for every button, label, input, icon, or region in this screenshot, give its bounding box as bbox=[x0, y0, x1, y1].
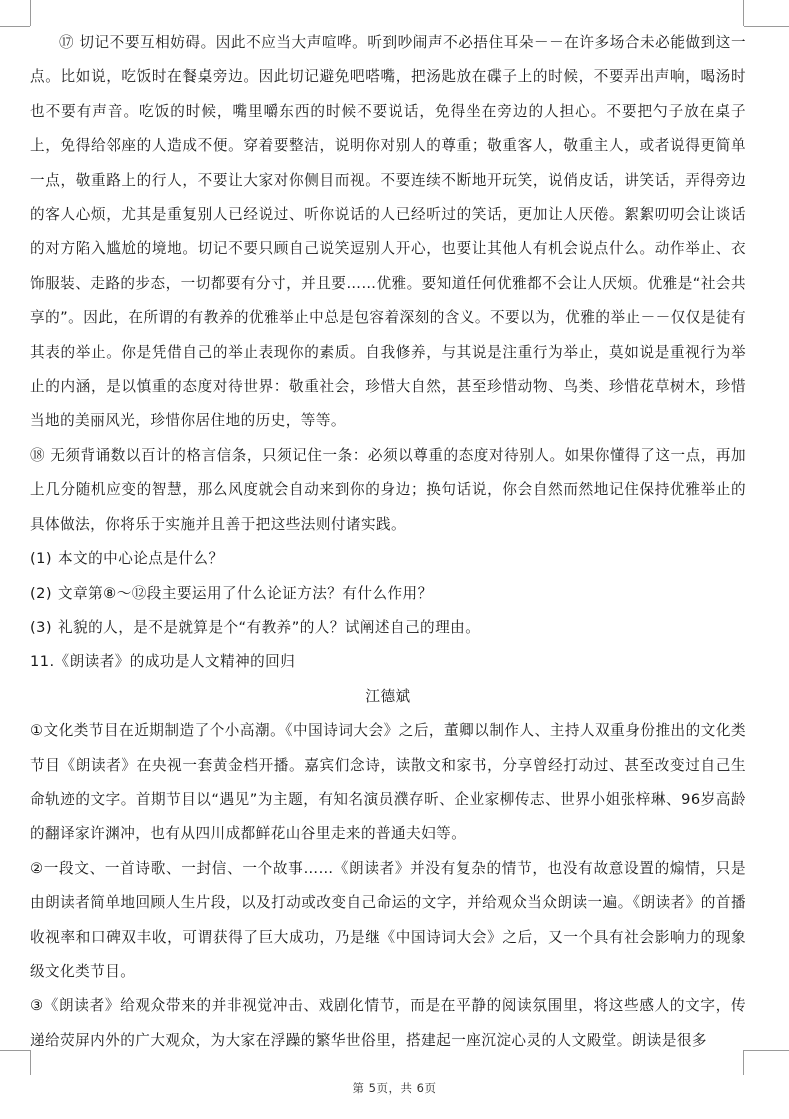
article-author: 江德斌 bbox=[365, 687, 411, 705]
crop-mark-bottom-left-horizontal bbox=[0, 1050, 30, 1051]
crop-mark-top-left-horizontal bbox=[0, 26, 30, 27]
paragraph-18: ⑱ 无须背诵数以百计的格言信条，只须记住一条：必须以尊重的态度对待别人。如果你懂得了这一点，再加上几分随机应变的智慧，那么风度就会自动来到你的身边；换句话说，你会自然而然地记住保持优雅举止的具体做法，你将乐于实施并且善于把这些法则付诸实践。 bbox=[30, 446, 746, 533]
question-number: (3) bbox=[30, 618, 53, 636]
question-text: 礼貌的人，是不是就算是个“有教养”的人？试阐述自己的理由。 bbox=[58, 618, 481, 636]
page-footer: 第 5页，共 6页 bbox=[352, 1081, 437, 1095]
question-2 bbox=[30, 577, 746, 611]
section-title: 11.《朗读者》的成功是人文精神的回归 bbox=[30, 653, 296, 671]
crop-mark-top-right-horizontal bbox=[744, 26, 789, 27]
question-number: (2) bbox=[30, 584, 53, 602]
question-3 bbox=[30, 611, 746, 645]
article-paragraph-3: ③《朗读者》给观众带来的并非视觉冲击、戏剧化情节，而是在平静的阅读氛围里，将这些感人的文字，传递给荧屏内外的广大观众，为大家在浮躁的繁华世俗里，搭建起一座沉淀心灵的人文殿堂。朗读是很多 bbox=[30, 997, 746, 1049]
question-number: (1) bbox=[30, 550, 53, 568]
document-body bbox=[30, 26, 746, 1058]
question-text: 文章第⑧～⑫段主要运用了什么论证方法？有什么作用？ bbox=[58, 584, 433, 602]
crop-mark-bottom-right-horizontal bbox=[744, 1050, 789, 1051]
paragraph-17: ⑰ 切记不要互相妨碍。因此不应当大声喧哗。听到吵闹声不必捂住耳朵－－在许多场合未必能做到这一点。比如说，吃饭时在餐桌旁边。因此切记避免吧嗒嘴，把汤匙放在碟子上的时候，不要弄出声响，喝汤时也不要有声音。吃饭的时候，嘴里嚼东西的时候不要说话，免得坐在旁边的人担心。不要把勺子放在桌子上，免得给邻座的人造成不便。穿着要整洁，说明你对别人的尊重；敬重客人，敬重主人，或者说得更简单一点，敬重路上的行人，不要让大家对你侧目而视。不要连续不断地开玩笑，说俏皮话，讲笑话，弄得旁边的客人心烦，尤其是重复别人已经说过、听你说话的人已经听过的笑话，更加让人厌倦。絮絮叨叨会让谈话的对方陷入尴尬的境地。切记不要只顾自己说笑逗别人开心，也要让其他人有机会说点什么。动作举止、衣饰服装、走路的步态，一切都要有分寸，并且要……优雅。要知道任何优雅都不会让人厌烦。优雅是“社会共享的”。因此，在所谓的有教养的优雅举止中总是包容着深刻的含义。不要以为，优雅的举止－－仅仅是徒有其表的举止。你是凭借自己的举止表现你的素质。自我修养，与其说是注重行为举止，莫如说是重视行为举止的内涵，是以慎重的态度对待世界：敬重社会，珍惜大自然，甚至珍惜动物、鸟类、珍惜花草树木，珍惜当地的美丽风光，珍惜你居住地的历史，等等。 bbox=[30, 34, 746, 430]
question-text: 本文的中心论点是什么？ bbox=[58, 550, 224, 568]
crop-mark-top-left-vertical bbox=[30, 0, 31, 26]
article-paragraph-1: ①文化类节目在近期制造了个小高潮。《中国诗词大会》之后，董卿以制作人、主持人双重身份推出的文化类节目《朗读者》在央视一套黄金档开播。嘉宾们念诗，读散文和家书，分享曾经打动过、甚至改变过自己生命轨迹的文字。首期节目以“遇见”为主题，有知名演员濮存昕、企业家柳传志、世界小姐张梓琳、96岁高龄的翻译家许渊冲，也有从四川成都鲜花山谷里走来的普通夫妇等。 bbox=[30, 722, 746, 843]
article-paragraph-2: ②一段文、一首诗歌、一封信、一个故事……《朗读者》并没有复杂的情节，也没有故意设置的煽情，只是由朗读者简单地回顾人生片段，以及打动或改变自己命运的文字，并给观众当众朗读一遍。《朗读者》的首播收视率和口碑双丰收，可谓获得了巨大成功，乃是继《中国诗词大会》之后，又一个具有社会影响力的现象级文化类节目。 bbox=[30, 859, 746, 980]
crop-mark-top-right-vertical bbox=[743, 0, 744, 26]
question-1 bbox=[30, 542, 746, 576]
